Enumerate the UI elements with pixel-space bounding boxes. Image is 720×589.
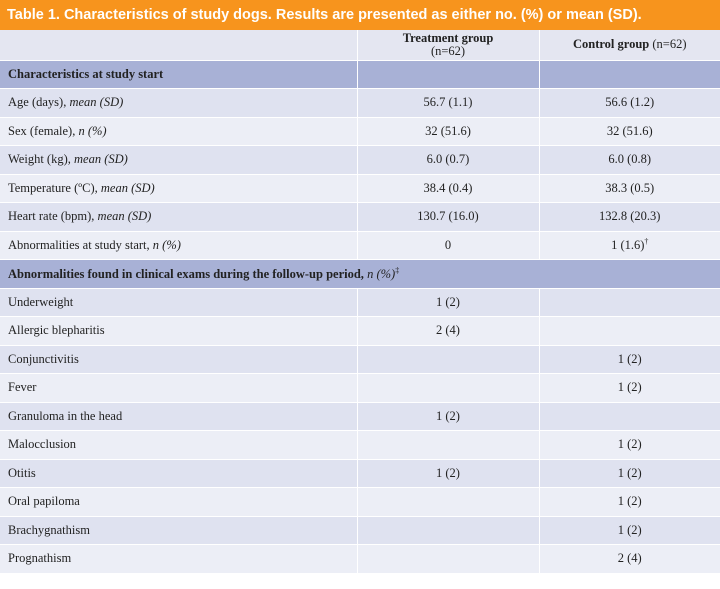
control-cell — [539, 89, 720, 118]
row-label: Underweight — [8, 294, 74, 309]
treatment-value: 0 — [444, 237, 452, 252]
treatment-cell — [357, 431, 539, 460]
table-row — [0, 317, 720, 346]
header-treatment-label: Treatment group — [402, 30, 494, 45]
treatment-cell — [357, 345, 539, 374]
row-label: Granuloma in the head — [8, 408, 123, 423]
section-cell — [539, 60, 720, 89]
table-row — [0, 146, 720, 175]
table-row — [0, 174, 720, 203]
control-cell — [539, 231, 720, 260]
table-row — [0, 374, 720, 403]
row-label: Prognathism — [8, 551, 72, 566]
row-label: Temperature (ºC), — [8, 180, 101, 195]
control-cell — [539, 174, 720, 203]
control-value: 1 (2) — [617, 351, 642, 366]
treatment-value: 2 (4) — [436, 323, 460, 338]
treatment-cell — [357, 545, 539, 574]
treatment-cell — [357, 317, 539, 346]
control-value: 2 (4) — [617, 551, 642, 566]
control-cell — [539, 431, 720, 460]
treatment-cell — [357, 374, 539, 403]
control-cell — [539, 203, 720, 232]
header-treatment-n: (n=62) — [430, 43, 466, 58]
row-label-cell — [0, 317, 357, 346]
section-cell — [357, 60, 539, 89]
table-row — [0, 231, 720, 260]
row-label: Brachygnathism — [8, 522, 90, 537]
treatment-value: 130.7 (16.0) — [417, 209, 479, 224]
row-label: Abnormalities at study start, — [8, 237, 153, 252]
characteristics-table — [0, 30, 720, 574]
row-label-cell — [0, 402, 357, 431]
control-cell — [539, 146, 720, 175]
treatment-cell — [357, 146, 539, 175]
control-value: 132.8 (20.3) — [599, 209, 661, 224]
table-row — [0, 459, 720, 488]
treatment-cell — [357, 402, 539, 431]
control-value: 1 (2) — [617, 437, 642, 452]
treatment-cell — [357, 516, 539, 545]
treatment-cell — [357, 174, 539, 203]
treatment-cell — [357, 89, 539, 118]
control-cell — [539, 516, 720, 545]
table-title: Table 1. Characteristics of study dogs. Results are presented as either no. (%) or mean (SD). — [0, 0, 720, 30]
row-label: Otitis — [8, 465, 36, 480]
table-row — [0, 516, 720, 545]
row-unit: n (%) — [152, 237, 181, 252]
control-cell — [539, 345, 720, 374]
control-value: 1 (2) — [617, 494, 642, 509]
table-row — [0, 345, 720, 374]
row-label: Heart rate (bpm), — [8, 209, 98, 224]
row-label-cell — [0, 345, 357, 374]
row-label-cell — [0, 459, 357, 488]
footnote-marker: ‡ — [395, 265, 400, 275]
section-unit: n (%) — [367, 266, 396, 281]
row-unit: n (%) — [78, 123, 107, 138]
control-cell — [539, 545, 720, 574]
table-row — [0, 117, 720, 146]
row-label: Oral papiloma — [8, 494, 80, 509]
treatment-cell — [357, 459, 539, 488]
section-label-cell — [0, 260, 720, 289]
control-cell — [539, 459, 720, 488]
control-value: 1 (1.6) — [611, 238, 645, 253]
header-treatment — [357, 30, 539, 60]
row-label-cell — [0, 288, 357, 317]
table-row — [0, 203, 720, 232]
treatment-cell — [357, 203, 539, 232]
table-row — [0, 431, 720, 460]
treatment-cell — [357, 231, 539, 260]
section-label: Characteristics at study start — [0, 60, 357, 89]
row-unit: mean (SD) — [97, 209, 152, 224]
row-label-cell — [0, 203, 357, 232]
row-label-cell — [0, 231, 357, 260]
treatment-value: 1 (2) — [436, 294, 460, 309]
header-control-n: (n=62) — [652, 37, 687, 52]
footnote-marker: † — [644, 237, 649, 247]
row-label: Weight (kg), — [8, 152, 74, 167]
header-control — [539, 30, 720, 60]
control-cell — [539, 288, 720, 317]
treatment-value: 56.7 (1.1) — [423, 95, 473, 110]
control-cell — [539, 488, 720, 517]
header-empty-cell — [0, 30, 357, 60]
control-cell — [539, 402, 720, 431]
row-label: Malocclusion — [8, 437, 77, 452]
table-row — [0, 545, 720, 574]
section-row-study-start — [0, 60, 720, 89]
control-value: 56.6 (1.2) — [605, 95, 655, 110]
treatment-value: 1 (2) — [436, 408, 460, 423]
control-cell — [539, 374, 720, 403]
treatment-cell — [357, 117, 539, 146]
row-unit: mean (SD) — [69, 95, 124, 110]
treatment-cell — [357, 488, 539, 517]
treatment-cell — [357, 288, 539, 317]
control-value: 1 (2) — [617, 465, 642, 480]
control-value: 6.0 (0.8) — [608, 152, 652, 167]
table-row — [0, 89, 720, 118]
row-label: Conjunctivitis — [8, 351, 79, 366]
row-unit: mean (SD) — [74, 152, 128, 167]
row-label-cell — [0, 488, 357, 517]
row-label-cell — [0, 516, 357, 545]
row-label-cell — [0, 174, 357, 203]
row-label-cell — [0, 431, 357, 460]
control-cell — [539, 317, 720, 346]
row-label: Sex (female), — [8, 123, 79, 138]
treatment-value: 38.4 (0.4) — [423, 180, 473, 195]
treatment-value: 6.0 (0.7) — [426, 152, 470, 167]
control-cell — [539, 117, 720, 146]
table-row — [0, 488, 720, 517]
row-label-cell — [0, 117, 357, 146]
row-unit: mean (SD) — [100, 180, 155, 195]
control-value: 32 (51.6) — [606, 123, 653, 138]
table-row — [0, 402, 720, 431]
header-row — [0, 30, 720, 60]
row-label-cell — [0, 545, 357, 574]
treatment-value: 32 (51.6) — [425, 123, 471, 138]
row-label: Fever — [8, 380, 37, 395]
row-label-cell — [0, 146, 357, 175]
row-label: Allergic blepharitis — [8, 323, 105, 338]
row-label: Age (days), — [8, 95, 70, 110]
table-row — [0, 288, 720, 317]
control-value: 1 (2) — [617, 380, 642, 395]
row-label-cell — [0, 374, 357, 403]
section-label: Abnormalities found in clinical exams during the follow-up period, — [8, 266, 368, 281]
control-value: 1 (2) — [617, 522, 642, 537]
row-label-cell — [0, 89, 357, 118]
header-control-label: Control group — [572, 37, 650, 52]
section-row-follow-up — [0, 260, 720, 289]
treatment-value: 1 (2) — [436, 465, 460, 480]
control-value: 38.3 (0.5) — [605, 180, 655, 195]
